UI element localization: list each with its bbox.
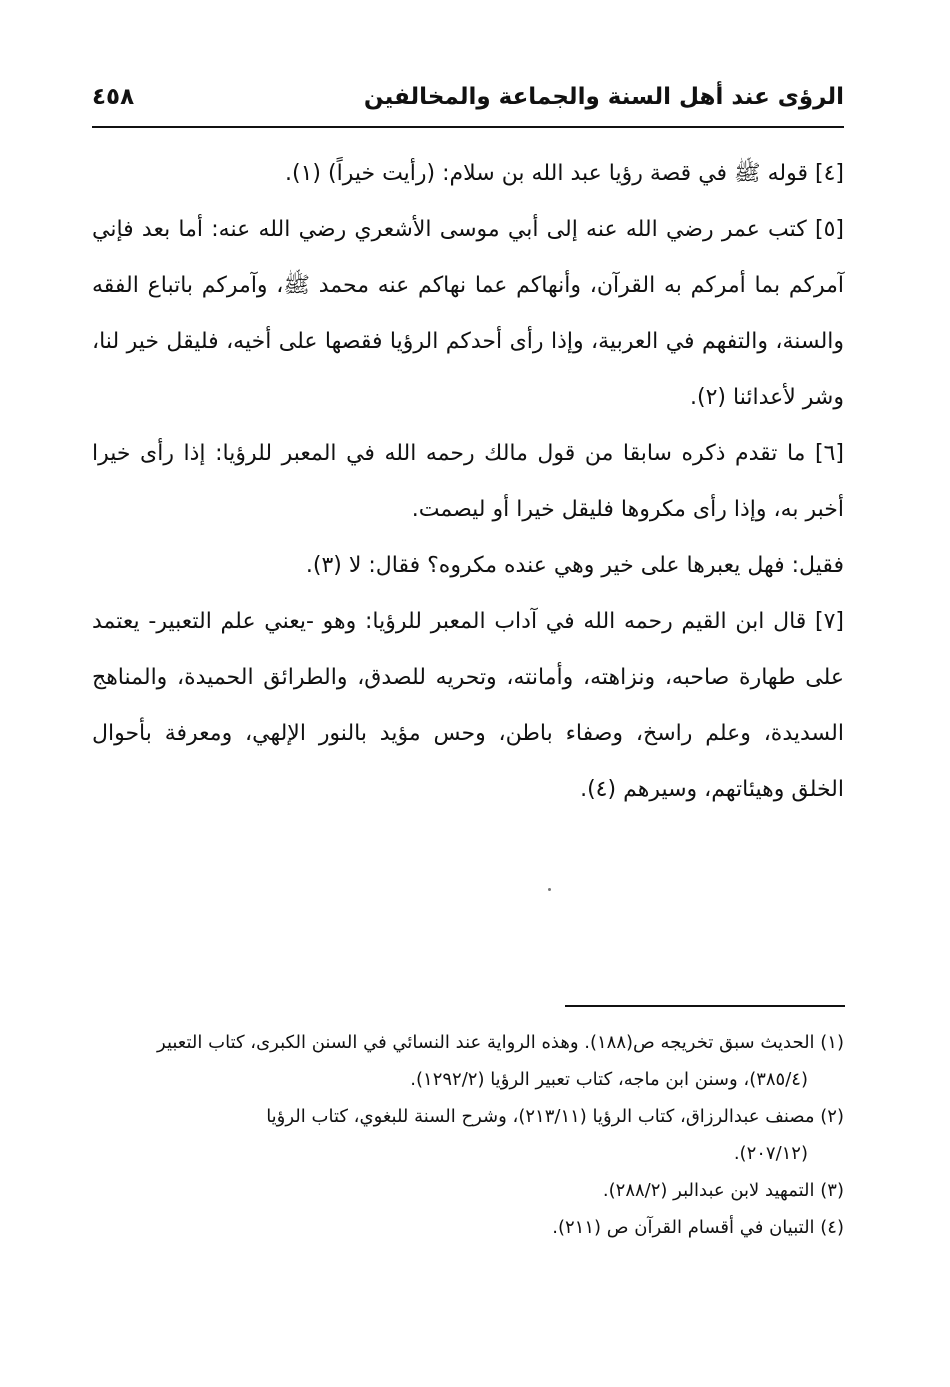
text-line: [٧] قال ابن القيم رحمه الله في آداب المعبر للرؤيا: وهو -يعني علم التعبير- [148, 609, 845, 634]
text-line: يعتمد على طهارة صاحبه، ونزاهته، وأمانته، وتحريه للصدق، والطرائق [92, 609, 844, 690]
text-line: أمركم به القرآن، وأنهاكم عما نهاكم عنه محمد ﷺ، وآمركم باتباع الفقه [92, 273, 746, 298]
text-line: أخبر به، وإذا رأى مكروها فليقل خيرا أو ليصمت. [411, 497, 844, 522]
text-line: [٥] كتب عمر رضي الله عنه إلى أبي موسى الأشعري رضي الله عنه: أما بعد فإني آمركم بما [92, 217, 844, 298]
paragraph-4 [92, 146, 844, 202]
paragraph-6-continued [92, 538, 844, 594]
text-line: والسنة، والتفهم في العربية، وإذا رأى أحدكم الرؤيا فقصها على أخيه، فليقل [166, 329, 845, 354]
running-title: الرؤى عند أهل السنة والجماعة والمخالفين [363, 84, 844, 110]
footnote-2 [92, 1098, 844, 1172]
footnote-line: (٤) التبيان في أقسام القرآن ص (٢١١). [552, 1217, 844, 1238]
footnote-4 [92, 1209, 844, 1246]
paragraph-7 [92, 594, 844, 818]
page-header [92, 78, 844, 122]
page-number: ٤٥٨ [92, 84, 135, 110]
footnote-line: (١) الحديث سبق تخريجه ص(١٨٨). وهذه الرواية عند النسائي في السنن الكبرى، كتاب التعبير [157, 1032, 844, 1053]
footnote-line: (٣) التمهيد لابن عبدالبر (٢٨٨/٢). [602, 1180, 844, 1201]
footnote-line: (٣٨٥/٤)، وسنن ابن ماجه، كتاب تعبير الرؤيا (١٢٩٢/٢). [410, 1069, 808, 1090]
text-line: خير لنا، وشر لأعدائنا (٢). [92, 329, 844, 410]
header-rule [92, 126, 844, 128]
text-line: الإلهي، ومعرفة بأحوال الخلق وهيئاتهم، وسيرهم (٤). [92, 721, 844, 802]
footnote-3 [92, 1172, 844, 1209]
footnote-line: (٢٠٧/١٢). [733, 1143, 808, 1164]
footnote-line: (٢) مصنف عبدالرزاق، كتاب الرؤيا (٢١٣/١١)، وشرح السنة للبغوي، كتاب الرؤيا [266, 1106, 844, 1127]
footnote-1 [92, 1024, 844, 1098]
paragraph-6 [92, 426, 844, 538]
text-line: [٤] قوله ﷺ في قصة رؤيا عبد الله بن سلام: (رأيت خيراً) (١). [285, 161, 844, 186]
footnotes [92, 1024, 844, 1246]
speck [548, 888, 551, 891]
text-line: الحميدة، والمناهج السديدة، وعلم راسخ، وصفاء باطن، وحس مؤيد بالنور [92, 665, 844, 746]
main-text [92, 146, 844, 818]
text-line: [٦] ما تقدم ذكره سابقا من قول مالك رحمه الله في المعبر للرؤيا: إذا رأى خيرا [92, 441, 844, 466]
paragraph-5 [92, 202, 844, 426]
text-line: فقيل: فهل يعبرها على خير وهي عنده مكروه؟ فقال: لا (٣). [305, 553, 844, 578]
footnote-rule [565, 1005, 845, 1007]
